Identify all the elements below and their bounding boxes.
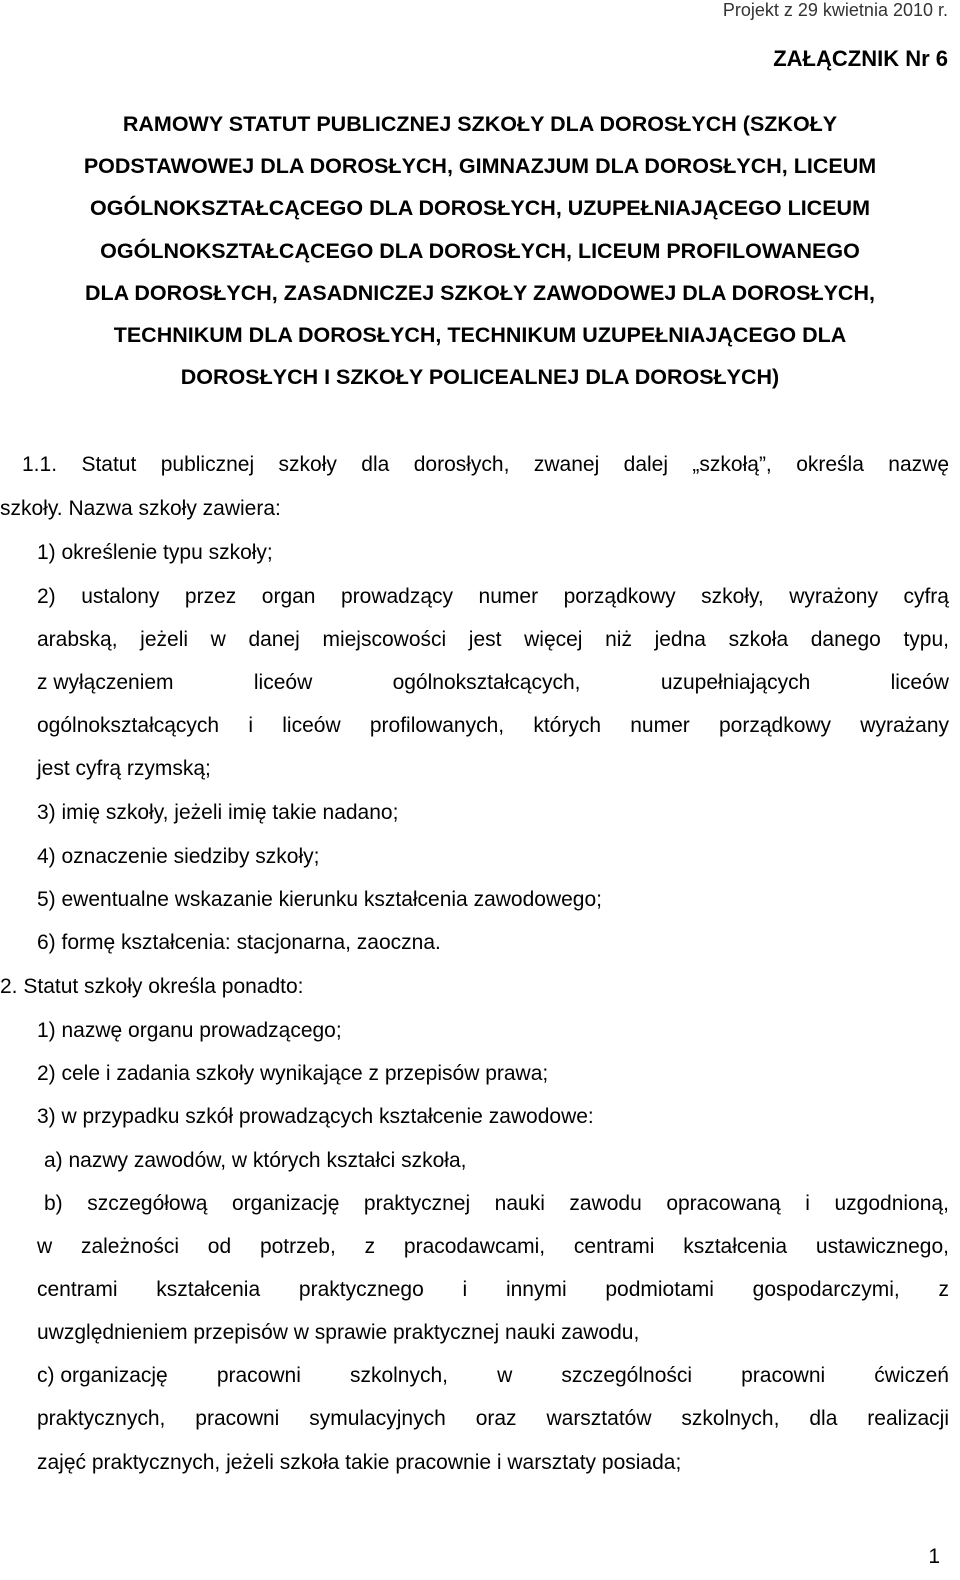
word: z [938,1278,949,1301]
word: w [210,628,226,651]
word: danej [248,628,300,651]
word: z wyłączeniem [37,671,174,694]
word: i [805,1192,810,1215]
word: uzgodnioną, [834,1192,949,1215]
annex-label: ZAŁĄCZNIK Nr 6 [773,46,948,71]
word: centrami [573,1235,655,1258]
word: ustawicznego, [815,1235,949,1258]
word: cyfrą [903,585,949,608]
word: oraz [475,1407,517,1430]
word: zależności [80,1235,180,1258]
word: organ [261,585,316,608]
section1-item-1: 1) określenie typu szkoły; [37,541,273,564]
word: miejscowości [322,628,447,651]
word: centrami [37,1278,118,1301]
section2-item-1: 1) nazwę organu prowadzącego; [37,1019,342,1042]
section2-item-b-line [37,1235,949,1259]
word: prowadzący [340,585,454,608]
section1-intro-line [22,453,949,477]
word: szkolnych, [349,1364,448,1387]
document-title [0,103,960,398]
section1-intro-cont: szkoły. Nazwa szkoły zawiera: [0,497,281,520]
section2-item-c-line [37,1407,949,1431]
section2-item-b-line: uwzględnieniem przepisów w sprawie praktycznej nauki zawodu, [37,1321,640,1344]
section1-item-3: 3) imię szkoły, jeżeli imię takie nadano; [37,801,399,824]
word: liceów [282,714,341,737]
word: przez [184,585,237,608]
word: numer [478,585,539,608]
section2-intro: 2. Statut szkoły określa ponadto: [0,975,304,998]
word: jedna [654,628,706,651]
section2-item-a: a) nazwy zawodów, w których kształci szkoła, [44,1149,467,1172]
section1-item-2-line [37,671,949,695]
word: opracowaną [666,1192,781,1215]
word: więcej [524,628,583,651]
word: kształcenia [683,1235,788,1258]
word: potrzeb, [259,1235,336,1258]
word: dalej [623,453,669,476]
word: pracowni [216,1364,301,1387]
word: liceów [253,671,313,694]
section2-item-c-line: zajęć praktycznych, jeżeli szkoła takie pracownie i warsztaty posiada; [37,1451,682,1474]
word: organizację [231,1192,340,1215]
section1-item-2-line [37,714,949,738]
word: symulacyjnych [309,1407,446,1430]
word: arabską, [37,628,118,651]
word: podmiotami [605,1278,714,1301]
word: w [37,1235,53,1258]
word: ustalony [81,585,160,608]
word: ogólnokształcących, [392,671,581,694]
section1-item-2-line: jest cyfrą rzymską; [37,757,211,780]
word: niż [605,628,632,651]
title-line: RAMOWY STATUT PUBLICZNEJ SZKOŁY DLA DOROSŁYCH (SZKOŁY [122,112,838,136]
word: praktycznej [363,1192,471,1215]
word: „szkołą”, [692,453,772,476]
word: Statut [81,453,137,476]
word: porządkowy [563,585,676,608]
word: wyrażony [789,585,878,608]
word: szkoła [728,628,789,651]
word: dla [809,1407,838,1430]
word: szkolnych, [681,1407,780,1430]
word: szkoły [278,453,337,476]
word: 1.1. [22,453,58,476]
word: szkoły, [701,585,764,608]
word: liceów [890,671,949,694]
word: ćwiczeń [874,1364,949,1387]
word: b) [44,1192,63,1215]
word: szczegółową [87,1192,208,1215]
title-line: DLA DOROSŁYCH, ZASADNICZEJ SZKOŁY ZAWODOWEJ DLA DOROSŁYCH, [85,280,875,305]
section1-item-6: 6) formę kształcenia: stacjonarna, zaoczna. [37,931,441,954]
word: jest [468,628,502,651]
word: praktycznego [298,1278,424,1301]
word: jeżeli [140,628,189,651]
word: wyrażany [860,714,949,737]
word: zawodu [569,1192,642,1215]
word: dorosłych, [413,453,510,476]
word: innymi [505,1278,567,1301]
section1-item-2-line [37,628,949,652]
title-line: PODSTAWOWEJ DLA DOROSŁYCH, GIMNAZJUM DLA DOROSŁYCH, LICEUM [83,154,877,179]
word: pracowni [741,1364,826,1387]
draft-note: Projekt z 29 kwietnia 2010 r. [722,0,948,20]
word: nazwę [888,453,949,476]
word: i [462,1278,468,1301]
word: zwanej [533,453,600,476]
title-line: OGÓLNOKSZTAŁCĄCEGO DLA DOROSŁYCH, UZUPEŁNIAJĄCEGO LICEUM [90,196,870,221]
section1-item-4: 4) oznaczenie siedziby szkoły; [37,845,320,868]
section1-item-2-line [37,585,949,609]
word: których [533,714,601,737]
word: pracowni [195,1407,280,1430]
word: dla [361,453,390,476]
section2-item-b-line [37,1278,949,1302]
word: od [207,1235,232,1258]
word: z [364,1235,376,1258]
word: typu, [903,628,949,651]
word: i [248,714,254,737]
title-line: DOROSŁYCH I SZKOŁY POLICEALNEJ DLA DOROSŁYCH) [180,365,780,390]
section2-item-2: 2) cele i zadania szkoły wynikające z przepisów prawa; [37,1062,549,1085]
word: publicznej [160,453,255,476]
word: realizacji [867,1407,949,1430]
page-number: 1 [928,1545,940,1568]
word: numer [630,714,690,737]
word: danego [810,628,881,651]
word: 2) [37,585,56,608]
word: warsztatów [546,1407,652,1430]
word: określa [796,453,864,476]
section2-item-c-line [37,1364,949,1388]
word: w [497,1364,513,1387]
word: szczególności [561,1364,693,1387]
section1-item-5: 5) ewentualne wskazanie kierunku kształcenia zawodowego; [37,888,602,911]
word: praktycznych, [37,1407,166,1430]
word: pracodawcami, [403,1235,546,1258]
word: kształcenia [156,1278,261,1301]
section2-item-b-line [44,1192,949,1216]
word: nauki [494,1192,545,1215]
word: uzupełniających [660,671,811,694]
word: profilowanych, [369,714,505,737]
title-line: OGÓLNOKSZTAŁCĄCEGO DLA DOROSŁYCH, LICEUM PROFILOWANEGO [100,238,860,263]
title-line: TECHNIKUM DLA DOROSŁYCH, TECHNIKUM UZUPEŁNIAJĄCEGO DLA [113,323,847,348]
section2-item-3: 3) w przypadku szkół prowadzących kształcenie zawodowe: [37,1105,594,1128]
word: c) organizację [37,1364,168,1387]
word: porządkowy [719,714,832,737]
word: ogólnokształcących [37,714,220,737]
word: gospodarczymi, [752,1278,900,1301]
